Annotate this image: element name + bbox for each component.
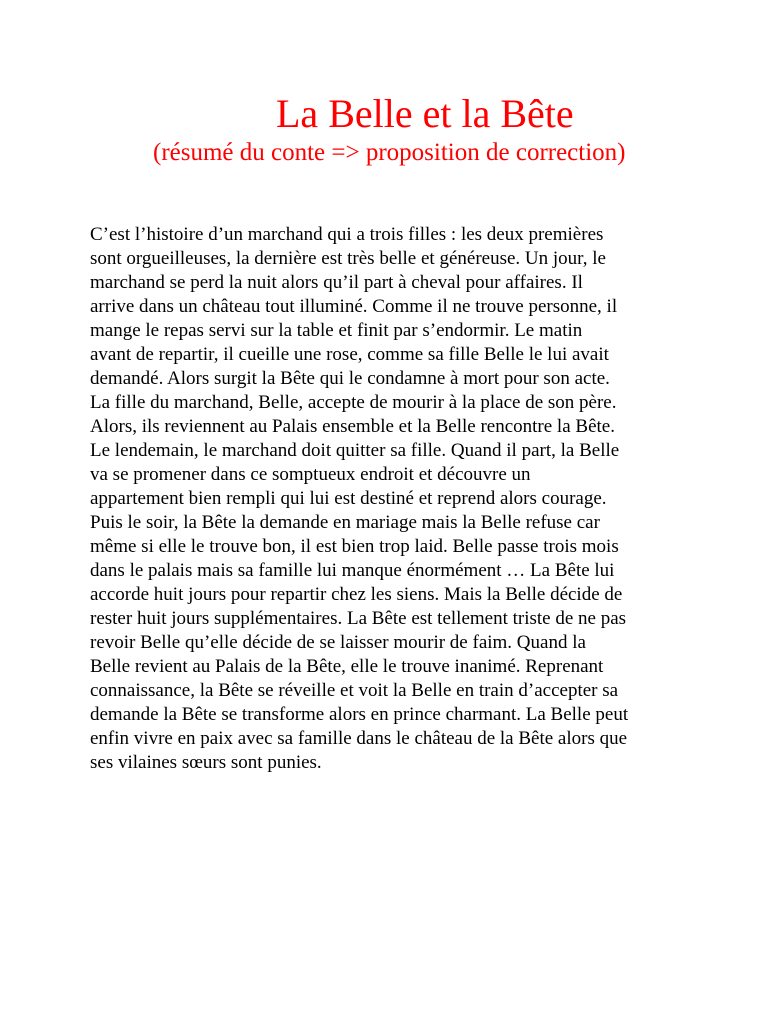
paragraph-line: Puis le soir, la Bête la demande en mariage mais la Belle refuse car [90,512,600,533]
summary-paragraph [90,223,690,775]
paragraph-line: arrive dans un château tout illuminé. Comme il ne trouve personne, il [90,296,618,317]
paragraph-line: rester huit jours supplémentaires. La Bête est tellement triste de ne pas [90,608,627,629]
paragraph-line: demandé. Alors surgit la Bête qui le condamne à mort pour son acte. [90,368,610,389]
document-title: La Belle et la Bête [276,91,574,136]
paragraph-line: revoir Belle qu’elle décide de se laisser mourir de faim. Quand la [90,632,586,653]
paragraph-line: Belle revient au Palais de la Bête, elle le trouve inanimé. Reprenant [90,656,604,677]
paragraph-line: Alors, ils reviennent au Palais ensemble et la Belle rencontre la Bête. [90,416,615,437]
paragraph-line: La fille du marchand, Belle, accepte de mourir à la place de son père. [90,392,617,413]
paragraph-line: connaissance, la Bête se réveille et voit la Belle en train d’accepter sa [90,680,619,701]
paragraph-line: même si elle le trouve bon, il est bien trop laid. Belle passe trois mois [90,536,619,557]
paragraph-line: mange le repas servi sur la table et finit par s’endormir. Le matin [90,320,583,341]
paragraph-line: va se promener dans ce somptueux endroit et découvre un [90,464,531,485]
document-subtitle: (résumé du conte => proposition de correction) [153,139,626,166]
paragraph-line: Le lendemain, le marchand doit quitter sa fille. Quand il part, la Belle [90,440,620,461]
paragraph-line: accorde huit jours pour repartir chez les siens. Mais la Belle décide de [90,584,623,605]
paragraph-line: appartement bien rempli qui lui est destiné et reprend alors courage. [90,488,607,509]
paragraph-line: ses vilaines sœurs sont punies. [90,752,322,773]
paragraph-line: C’est l’histoire d’un marchand qui a trois filles : les deux premières [90,224,604,245]
paragraph-line: enfin vivre en paix avec sa famille dans le château de la Bête alors que [90,728,628,749]
paragraph-line: demande la Bête se transforme alors en prince charmant. La Belle peut [90,704,629,725]
paragraph-line: avant de repartir, il cueille une rose, comme sa fille Belle le lui avait [90,344,609,365]
paragraph-line: sont orgueilleuses, la dernière est très belle et généreuse. Un jour, le [90,248,606,269]
paragraph-line: marchand se perd la nuit alors qu’il part à cheval pour affaires. Il [90,272,583,293]
paragraph-line: dans le palais mais sa famille lui manque énormément … La Bête lui [90,560,615,581]
